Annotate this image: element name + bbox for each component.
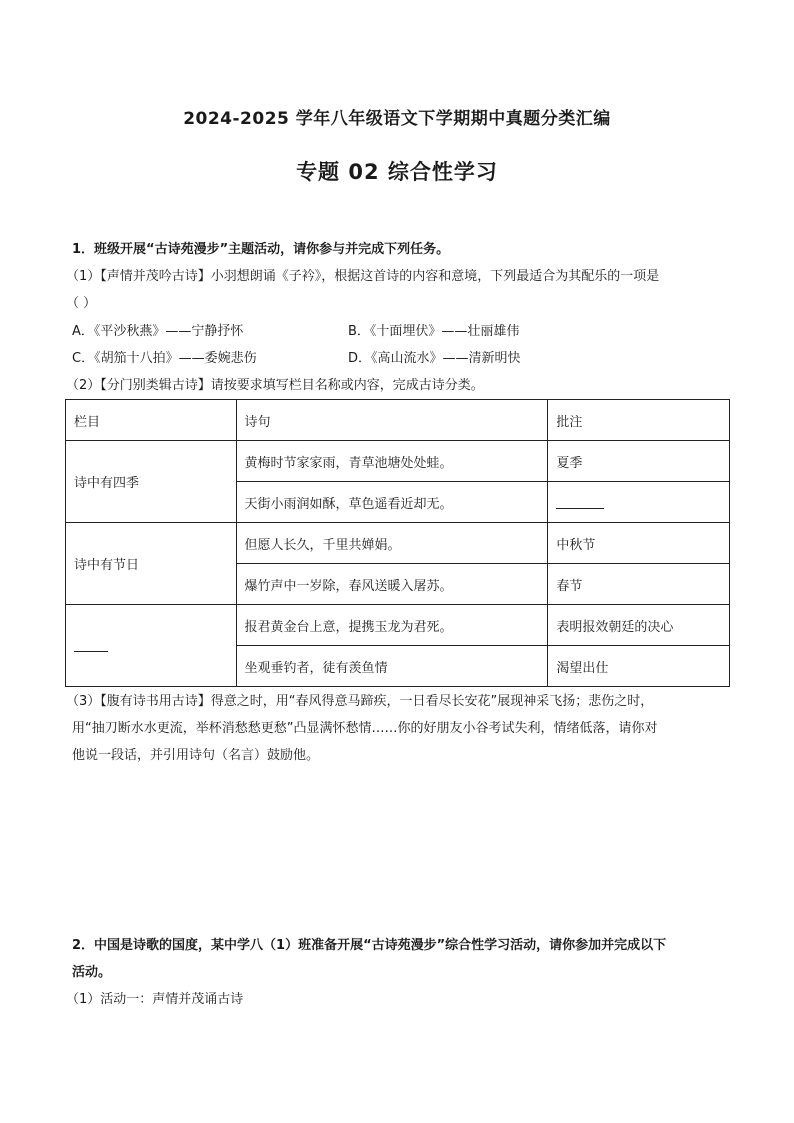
note-cell: 中秋节 [548,523,730,564]
note-cell: 夏季 [548,441,730,482]
table-row [66,605,730,646]
q1-choice-c: C．《胡笳十八拍》——委婉悲伤 [72,351,257,366]
q1-stem: 1．班级开展“古诗苑漫步”主题活动，请你参与并完成下列任务。 [72,242,450,257]
poem-cell: 天街小雨润如酥，草色遥看近却无。 [236,482,548,523]
table-header-row [66,400,730,441]
poem-cell: 坐观垂钓者，徒有羡鱼情 [236,646,548,687]
fill-blank[interactable] [556,492,604,509]
table-row [66,441,730,482]
fill-blank[interactable] [74,635,108,652]
header-cell-note: 批注 [548,400,730,441]
q2-stem-line1: 2．中国是诗歌的国度，某中学八（1）班准备开展“古诗苑漫步”综合性学习活动，请你参加并完成以下 [72,938,667,953]
category-blank-cell [66,605,237,687]
q1-choice-d: D．《高山流水》——清新明快 [348,351,521,366]
poem-cell: 但愿人长久，千里共婵娟。 [236,523,548,564]
q2-sub1-text: （1）活动一：声情并茂诵古诗 [66,992,244,1007]
header-cell-poem: 诗句 [236,400,548,441]
q1-sub1-text: （1）【声情并茂吟古诗】小羽想朗诵《子衿》，根据这首诗的内容和意境，下列最适合为其配乐的一项是 [66,269,660,284]
q1-sub2-text: （2）【分门别类辑古诗】请按要求填写栏目名称或内容，完成古诗分类。 [66,378,484,393]
category-cell: 诗中有节日 [66,523,237,605]
q1-answer-brackets: （ ） [66,296,97,311]
poem-cell: 黄梅时节家家雨，青草池塘处处蛙。 [236,441,548,482]
q1-choice-b: B．《十面埋伏》——壮丽雄伟 [348,324,520,339]
note-cell: 渴望出仕 [548,646,730,687]
q2-stem-line2: 活动。 [72,965,112,980]
q1-sub3-line1: （3）【腹有诗书用古诗】得意之时，用“春风得意马蹄疾，一日看尽长安花”展现神采飞扬；悲伤之时， [66,694,654,709]
q1-sub3-line2: 用“抽刀断水水更流，举杯消愁愁更愁”凸显满怀愁情……你的好朋友小谷考试失利，情绪低落，请你对 [72,721,658,736]
poem-cell: 爆竹声中一岁除，春风送暖入屠苏。 [236,564,548,605]
poem-classification-table [65,399,730,687]
note-cell: 表明报效朝廷的决心 [548,605,730,646]
document-title: 2024-2025 学年八年级语文下学期期中真题分类汇编 [183,109,611,129]
table-row [66,523,730,564]
q1-sub3-line3: 他说一段话，并引用诗句（名言）鼓励他。 [72,748,320,763]
document-subtitle: 专题 02 综合性学习 [296,160,498,184]
category-cell: 诗中有四季 [66,441,237,523]
note-cell: 春节 [548,564,730,605]
header-cell-category: 栏目 [66,400,237,441]
q1-choice-a: A．《平沙秋燕》——宁静抒怀 [72,324,244,339]
poem-cell: 报君黄金台上意，提携玉龙为君死。 [236,605,548,646]
note-blank-cell [548,482,730,523]
